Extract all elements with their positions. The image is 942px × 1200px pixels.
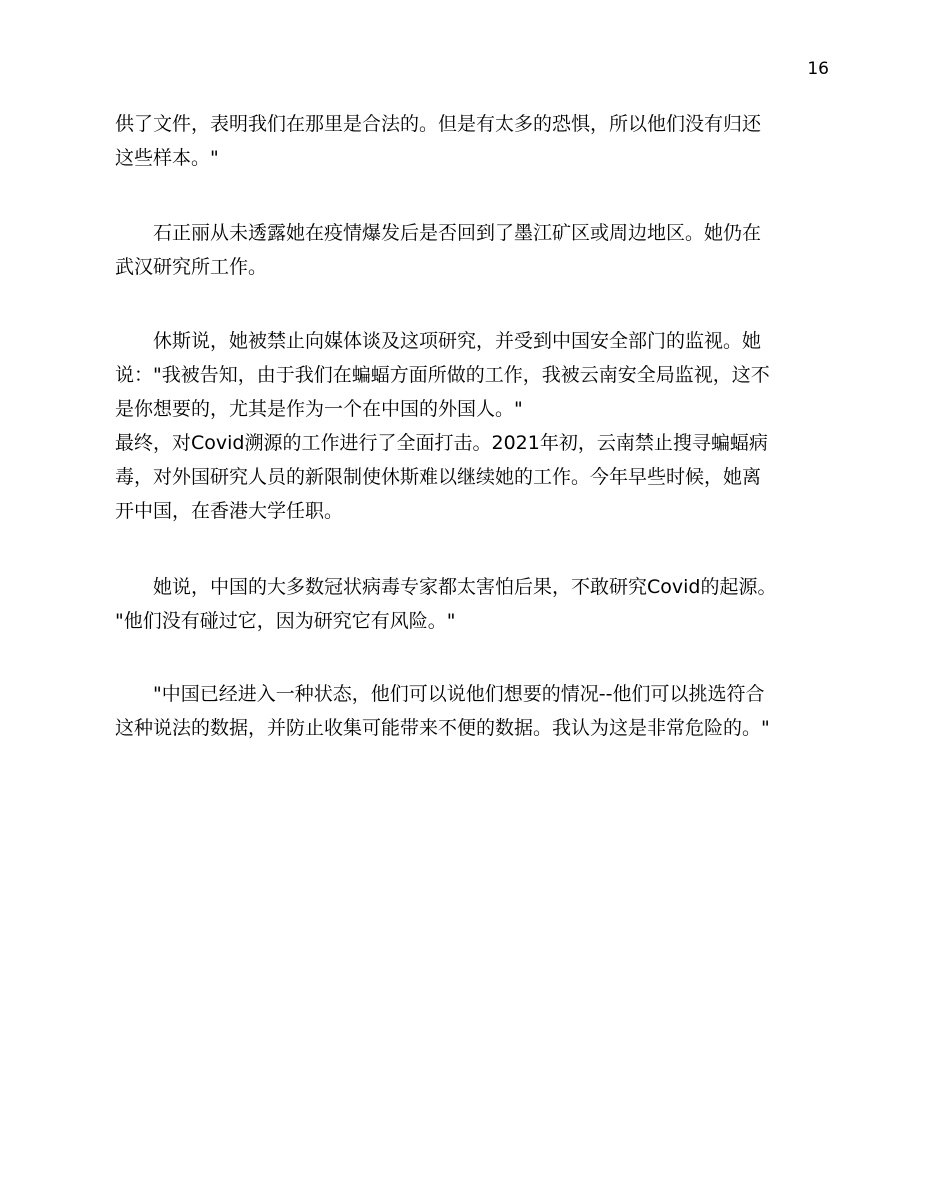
- page-number: 16: [807, 59, 829, 79]
- text-line: 是你想要的，尤其是作为一个在中国的外国人。": [115, 398, 523, 420]
- text-line: 说："我被告知，由于我们在蝙蝠方面所做的工作，我被云南安全局监视，这不: [115, 364, 770, 386]
- text-line: "中国已经进入一种状态，他们可以说他们想要的情况--他们可以挑选符合: [153, 683, 765, 705]
- text-line: 毒，对外国研究人员的新限制使休斯难以继续她的工作。今年早些时候，她离: [115, 466, 762, 488]
- paragraph-5: [115, 677, 831, 745]
- text-line: 武汉研究所工作。: [115, 256, 268, 278]
- text-line: 这些样本。": [115, 147, 219, 169]
- text-line: 最终，对Covid溯源的工作进行了全面打击。2021年初，云南禁止搜寻蝙蝠病: [115, 432, 768, 454]
- text-line: 这种说法的数据，并防止收集可能带来不便的数据。我认为这是非常危险的。": [115, 717, 770, 739]
- text-line: 休斯说，她被禁止向媒体谈及这项研究，并受到中国安全部门的监视。她: [153, 330, 762, 352]
- paragraph-2: [115, 216, 831, 284]
- paragraph-1: [115, 107, 831, 175]
- text-line: 开中国，在香港大学任职。: [115, 500, 344, 522]
- text-line: 供了文件，表明我们在那里是合法的。但是有太多的恐惧，所以他们没有归还: [115, 113, 762, 135]
- paragraph-4: [115, 570, 831, 638]
- text-line: "他们没有碰过它，因为研究它有风险。": [115, 610, 456, 632]
- text-line: 石正丽从未透露她在疫情爆发后是否回到了墨江矿区或周边地区。她仍在: [153, 222, 762, 244]
- text-line: 她说，中国的大多数冠状病毒专家都太害怕后果，不敢研究Covid的起源。: [153, 576, 777, 598]
- paragraph-3: [115, 324, 831, 528]
